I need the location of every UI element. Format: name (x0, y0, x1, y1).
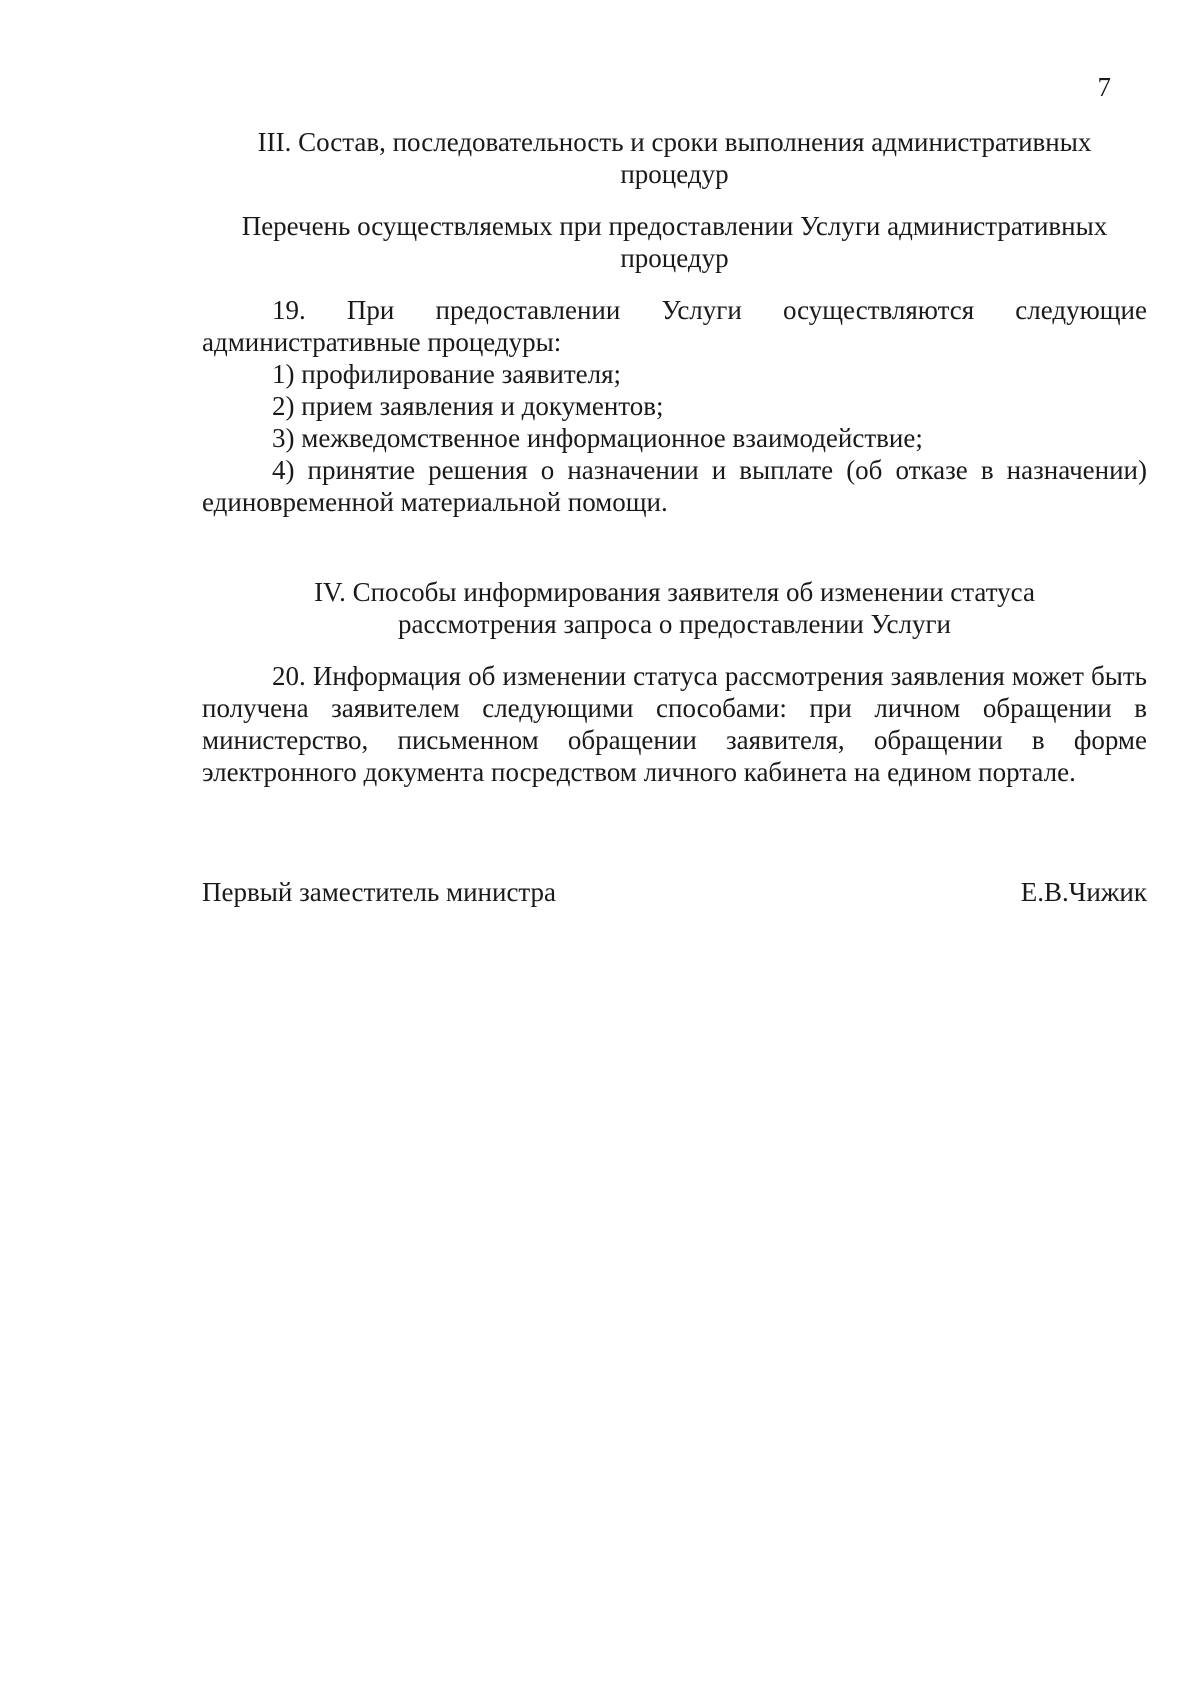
section-3-title-line-2: процедур (620, 159, 729, 189)
section-4-title (202, 576, 1147, 640)
page-number: 7 (1097, 72, 1111, 102)
document-body (202, 126, 1147, 788)
section-3-title-line-1: III. Состав, последовательность и сроки выполнения административных (257, 127, 1092, 157)
list-item-3: 3) межведомственное информационное взаимодействие; (272, 423, 923, 453)
section-3-subtitle-line-2: процедур (620, 243, 729, 273)
section-3-subtitle (202, 210, 1147, 274)
list-item-4: 4) принятие решения о назначении и выплате (об отказе в назначении) единовременной материальной помощи. (202, 455, 1147, 517)
section-3-subtitle-line-1: Перечень осуществляемых при предоставлении Услуги административных (241, 211, 1108, 241)
paragraph-19: 19. При предоставлении Услуги осуществляются следующие административные процедуры: (202, 295, 1147, 357)
section-4-title-line-1: IV. Способы информирования заявителя об изменении статуса (314, 577, 1035, 607)
signatory-name: Е.В.Чижик (1020, 877, 1147, 907)
signature-block (202, 876, 1147, 908)
paragraph-20: 20. Информация об изменении статуса рассмотрения заявления может быть получена заявителем следующими способами: при личном обращении в министерство, письменном обращении заявителя, обращении в форме электронного документа посредством личного кабинета на едином портале. (202, 661, 1147, 787)
list-item-1: 1) профилирование заявителя; (272, 359, 622, 389)
section-3-title (202, 126, 1147, 190)
section-4-title-line-2: рассмотрения запроса о предоставлении Услуги (398, 609, 951, 639)
list-item-2: 2) прием заявления и документов; (272, 391, 664, 421)
signatory-position: Первый заместитель министра (202, 877, 557, 907)
